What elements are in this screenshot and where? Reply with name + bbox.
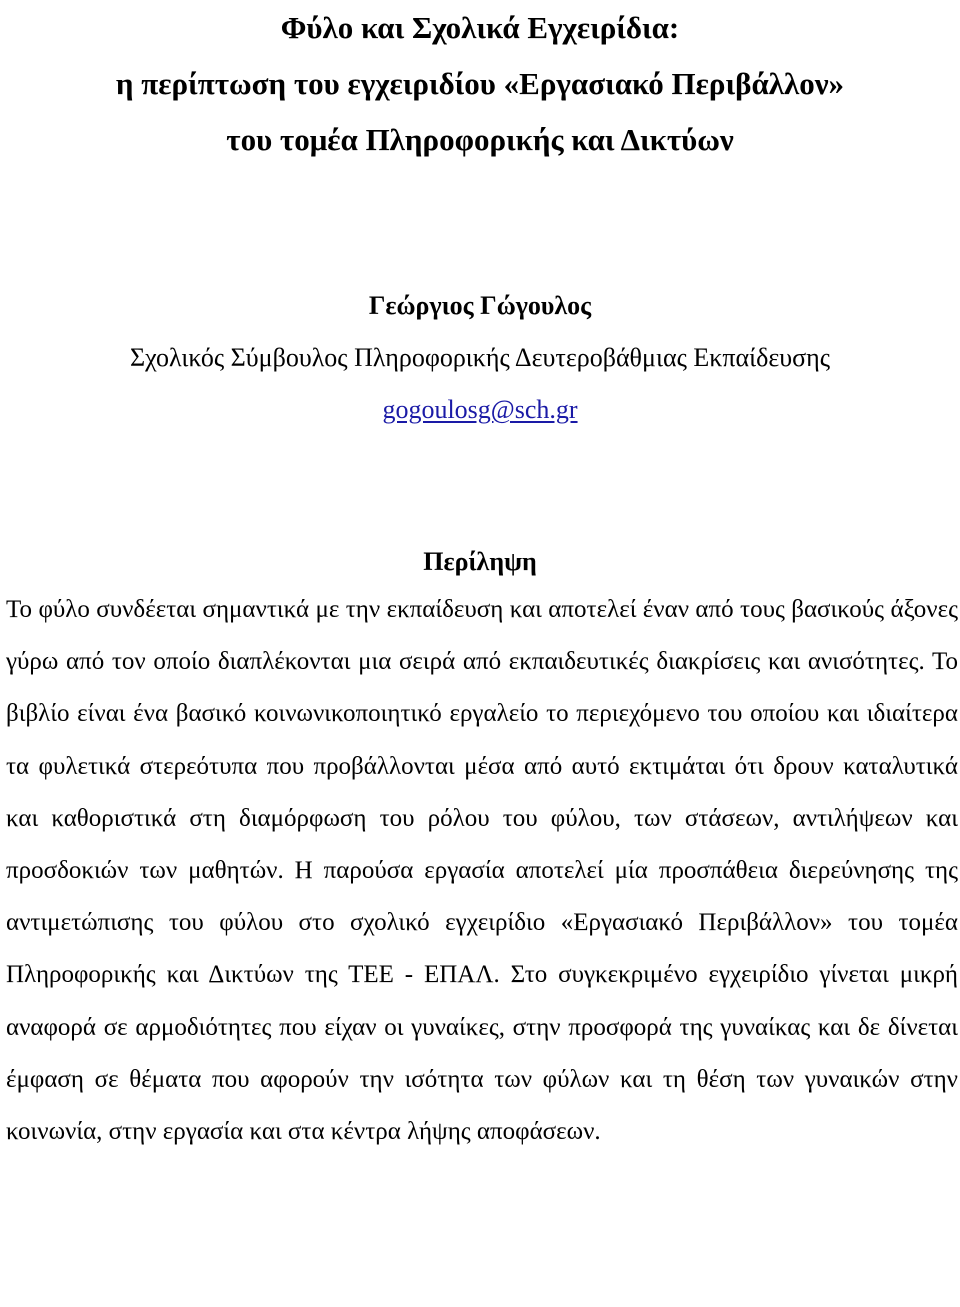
title-line-1: Φύλο και Σχολικά Εγχειρίδια: bbox=[280, 10, 680, 45]
author-name: Γεώργιος Γώγουλος bbox=[368, 291, 592, 320]
abstract-heading: Περίληψη bbox=[423, 547, 537, 576]
author-role: Σχολικός Σύμβουλος Πληροφορικής Δευτεροβάθμιας Εκπαίδευσης bbox=[129, 343, 831, 372]
title-line-2: η περίπτωση του εγχειριδίου «Εργασιακό Περιβάλλον» bbox=[115, 66, 845, 101]
author-block bbox=[0, 280, 960, 436]
author-email-link[interactable]: gogoulosg@sch.gr bbox=[382, 395, 578, 424]
document-title bbox=[0, 0, 960, 168]
title-line-3: του τομέα Πληροφορικής και Δικτύων bbox=[226, 122, 734, 157]
abstract-body: Το φύλο συνδέεται σημαντικά με την εκπαίδευση και αποτελεί έναν από τους βασικούς άξονες γύρω από τον οποίο διαπλέκονται μια σειρά από εκπαιδευτικές διακρίσεις και ανισότητες. Το βιβλίο είναι ένα βασικό κοινωνικοποιητικό εργαλείο το περιεχόμενο του οποίου και ιδιαίτερα τα φυλετικά στερεότυπα που προβάλλονται μέσα από αυτό εκτιμάται ότι δρουν καταλυτικά και καθοριστικά στη διαμόρφωση του ρόλου του φύλου, των στάσεων, αντιλήψεων και προσδοκιών των μαθητών. Η παρούσα εργασία αποτελεί μία προσπάθεια διερεύνησης της αντιμετώπισης του φύλου στο σχολικό εγχειρίδιο «Εργασιακό Περιβάλλον» του τομέα Πληροφορικής και Δικτύων της ΤΕΕ - ΕΠΑΛ. Στο συγκεκριμένο εγχειρίδιο γίνεται μικρή αναφορά σε αρμοδιότητες που είχαν οι γυναίκες, στην προσφορά της γυναίκας και δε δίνεται έμφαση σε θέματα που αφορούν την ισότητα των φύλων και τη θέση των γυναικών στην κοινωνία, στην εργασία και στα κέντρα λήψης αποφάσεων. bbox=[6, 596, 958, 1146]
